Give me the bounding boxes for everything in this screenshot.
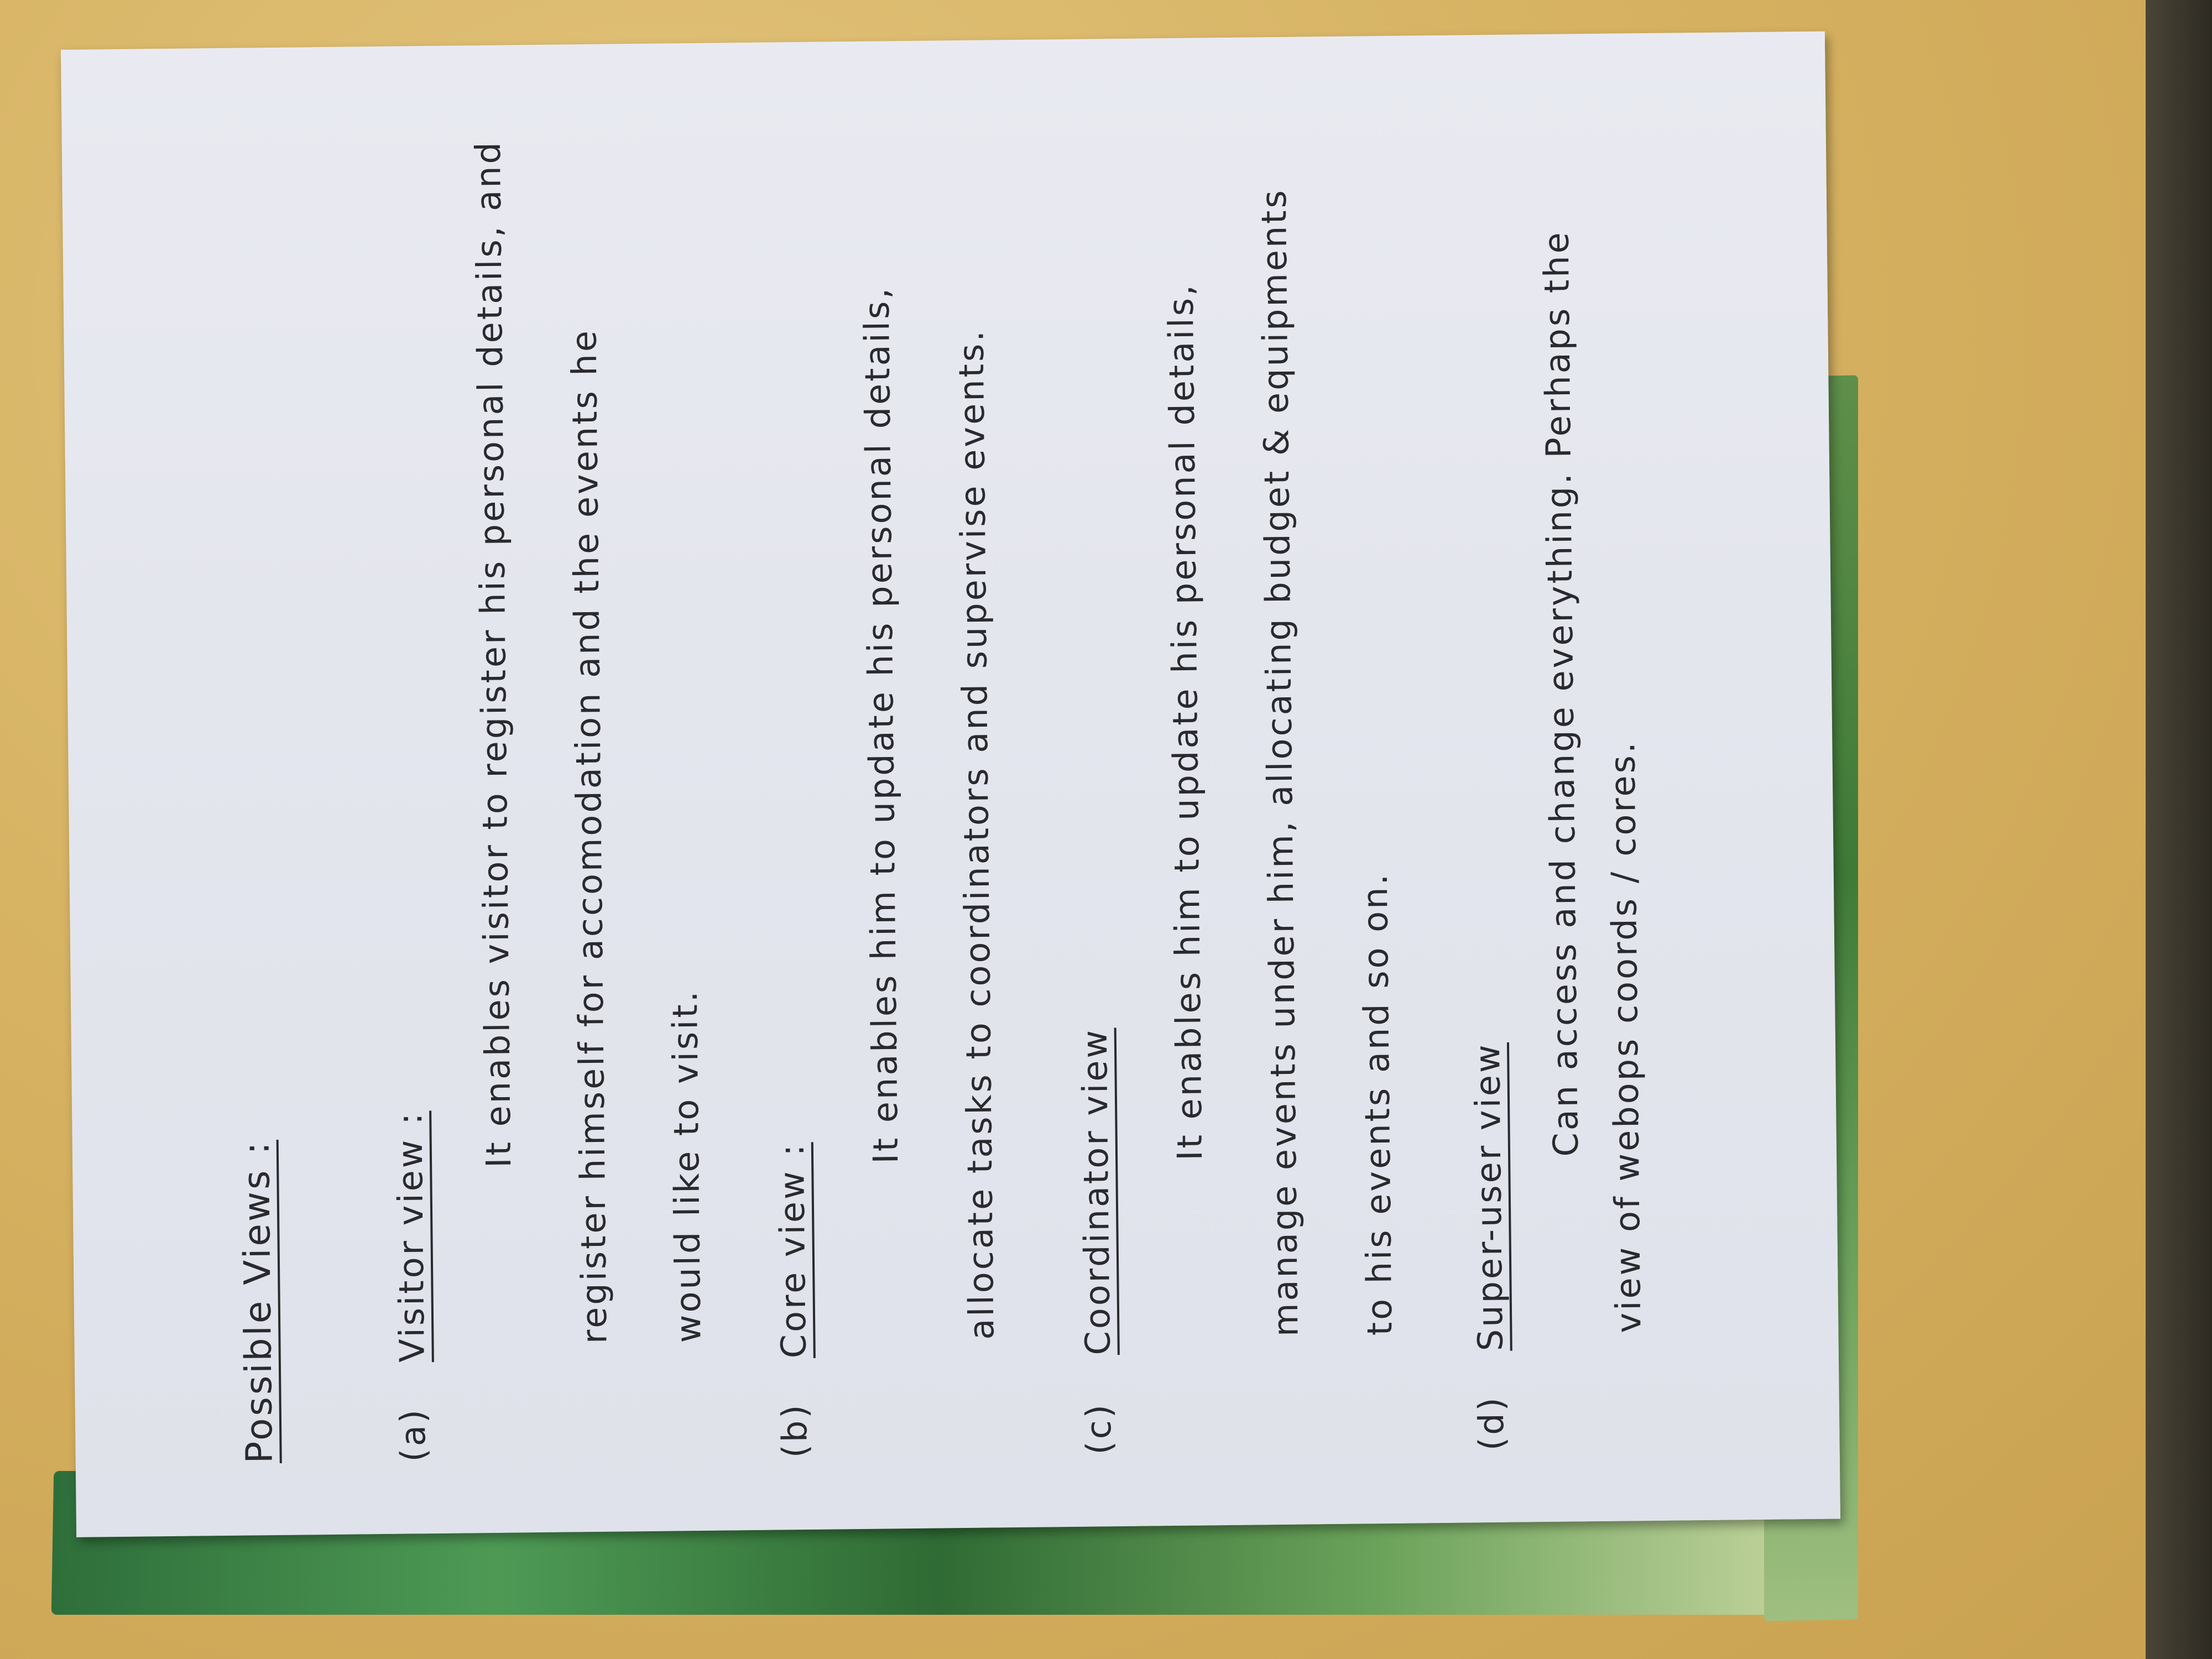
section-c-label: (c)	[1078, 1402, 1119, 1455]
section-d-line-1: Can access and change everything. Perhaps the	[1536, 229, 1587, 1157]
notebook-page	[61, 32, 1840, 1537]
section-d-label: (d)	[1470, 1395, 1512, 1451]
section-c-line-3: to his events and so on.	[1354, 872, 1400, 1336]
section-a-heading: Visitor view :	[389, 1110, 432, 1363]
section-c-line-1: It enables him to update his personal details,	[1160, 282, 1211, 1161]
section-c-line-2: manage events under him, allocating budget & equipments	[1253, 187, 1306, 1337]
section-b-heading: Core view :	[771, 1142, 814, 1359]
section-c-heading: Coordinator view	[1074, 1027, 1118, 1355]
section-a-line-2: register himself for accomodation and the events he	[564, 328, 615, 1344]
section-a-line-3: would like to visit.	[664, 989, 709, 1343]
desk-edge	[2146, 0, 2212, 1659]
page-title: Possible Views :	[234, 1140, 281, 1464]
section-b-line-1: It enables him to update his personal details,	[856, 285, 906, 1164]
section-d-heading: Super-user view	[1467, 1042, 1511, 1352]
section-b-label: (b)	[774, 1402, 815, 1458]
section-b-line-2: allocate tasks to coordinators and supervise events.	[951, 328, 1002, 1340]
section-a-label: (a)	[392, 1407, 434, 1462]
section-a-line-1: It enables visitor to register his personal details, and	[467, 139, 519, 1168]
section-d-line-2: view of webops coords / cores.	[1602, 740, 1649, 1333]
handwritten-notes	[180, 0, 1649, 1486]
